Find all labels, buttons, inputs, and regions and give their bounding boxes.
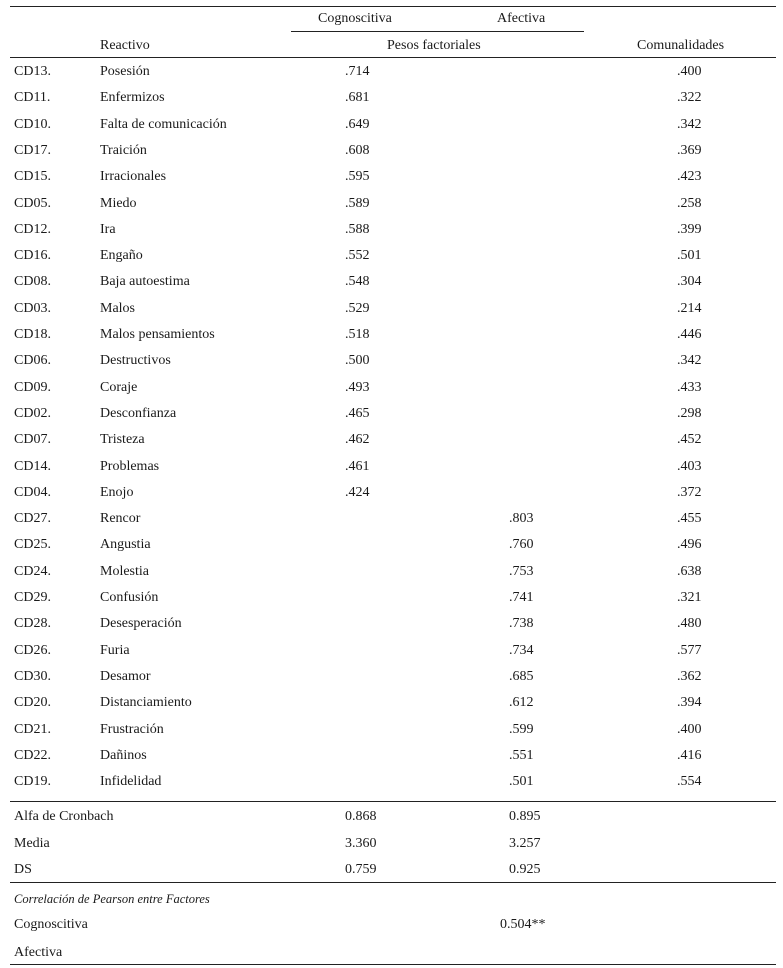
reactivo-label: Rencor — [100, 511, 141, 527]
comunalidad-value: .403 — [677, 458, 702, 474]
correlation-row-cognoscitiva: Cognoscitiva — [14, 917, 88, 932]
comunalidad-value: .433 — [677, 379, 702, 395]
reactivo-code: CD16. — [14, 248, 51, 264]
correlation-value: 0.504** — [500, 917, 546, 932]
loading-cognoscitiva: .649 — [345, 116, 370, 132]
comunalidad-value: .501 — [677, 248, 702, 264]
reactivo-code: CD03. — [14, 300, 51, 316]
reactivo-label: Falta de comunicación — [100, 116, 227, 132]
table-row — [0, 564, 783, 590]
header-comunalidades: Comunalidades — [637, 38, 725, 53]
comunalidad-value: .400 — [677, 64, 702, 79]
reactivo-label: Problemas — [100, 458, 160, 474]
loading-afectiva: .738 — [509, 616, 534, 632]
table-bottom-rule — [10, 964, 776, 965]
loading-afectiva: .501 — [509, 774, 534, 790]
table-row — [0, 722, 783, 748]
reactivo-label: Furia — [100, 642, 130, 658]
table-row — [0, 616, 783, 642]
reactivo-label: Baja autoestima — [100, 274, 190, 290]
header-reactivo: Reactivo — [100, 38, 150, 53]
body-bottom-rule — [10, 801, 776, 802]
table-row — [0, 537, 783, 563]
reactivo-code: CD08. — [14, 274, 51, 290]
loading-cognoscitiva: .714 — [345, 64, 370, 79]
comunalidad-value: .321 — [677, 590, 702, 605]
table-row — [0, 406, 783, 432]
stat-ds-afectiva: 0.925 — [509, 862, 541, 877]
loading-cognoscitiva: .424 — [345, 484, 370, 500]
reactivo-label: Destructivos — [100, 353, 171, 369]
comunalidad-value: .399 — [677, 221, 702, 237]
comunalidad-value: .342 — [677, 116, 702, 132]
table-row — [0, 774, 783, 800]
comunalidad-value: .304 — [677, 274, 702, 290]
loading-cognoscitiva: .608 — [345, 142, 370, 158]
table-row — [0, 222, 783, 248]
table-row — [0, 590, 783, 616]
comunalidad-value: .322 — [677, 90, 702, 106]
comunalidad-value: .480 — [677, 616, 702, 632]
table-row — [0, 143, 783, 169]
header-afectiva: Afectiva — [497, 11, 546, 26]
comunalidad-value: .496 — [677, 537, 702, 553]
stats-bottom-rule — [10, 882, 776, 883]
reactivo-label: Angustia — [100, 537, 151, 553]
comunalidad-value: .362 — [677, 668, 702, 684]
reactivo-label: Molestia — [100, 563, 149, 579]
comunalidad-value: .394 — [677, 695, 702, 711]
table-row — [0, 353, 783, 379]
reactivo-label: Infidelidad — [100, 774, 162, 790]
reactivo-label: Tristeza — [100, 432, 145, 448]
comunalidad-value: .416 — [677, 747, 702, 763]
loading-cognoscitiva: .552 — [345, 248, 370, 264]
table-row — [0, 248, 783, 274]
comunalidad-value: .298 — [677, 405, 702, 421]
reactivo-code: CD21. — [14, 721, 51, 737]
reactivo-label: Malos — [100, 300, 135, 316]
stat-label-media: Media — [14, 836, 50, 851]
loading-afectiva: .753 — [509, 563, 534, 579]
reactivo-code: CD05. — [14, 195, 51, 211]
loading-cognoscitiva: .529 — [345, 300, 370, 316]
comunalidad-value: .258 — [677, 195, 702, 211]
comunalidad-value: .452 — [677, 432, 702, 448]
comunalidad-value: .638 — [677, 563, 702, 579]
reactivo-code: CD11. — [14, 90, 51, 106]
reactivo-label: Irracionales — [100, 169, 167, 185]
reactivo-label: Miedo — [100, 195, 137, 211]
reactivo-code: CD25. — [14, 537, 51, 553]
table-row — [0, 380, 783, 406]
reactivo-code: CD22. — [14, 747, 51, 763]
table-row — [0, 432, 783, 458]
table-row — [0, 669, 783, 695]
reactivo-label: Desamor — [100, 668, 151, 684]
reactivo-code: CD29. — [14, 590, 51, 605]
table-row — [0, 748, 783, 774]
table-row — [0, 695, 783, 721]
table-row — [0, 117, 783, 143]
reactivo-label: Desconfianza — [100, 405, 177, 421]
reactivo-code: CD19. — [14, 774, 51, 790]
correlation-title: Correlación de Pearson entre Factores — [14, 892, 210, 906]
comunalidad-value: .369 — [677, 142, 702, 158]
table-row — [0, 196, 783, 222]
header-pesos-factoriales: Pesos factoriales — [387, 38, 481, 53]
loading-cognoscitiva: .462 — [345, 432, 370, 448]
reactivo-code: CD14. — [14, 458, 51, 474]
comunalidad-value: .577 — [677, 642, 702, 658]
reactivo-code: CD18. — [14, 327, 51, 342]
table-row — [0, 511, 783, 537]
comunalidad-value: .423 — [677, 169, 702, 185]
loading-afectiva: .612 — [509, 695, 534, 711]
stat-label-alfa: Alfa de Cronbach — [14, 809, 114, 824]
reactivo-label: Malos pensamientos — [100, 327, 215, 342]
header-cognoscitiva: Cognoscitiva — [318, 11, 392, 26]
loading-afectiva: .760 — [509, 537, 534, 553]
table-row — [0, 327, 783, 353]
loading-afectiva: .551 — [509, 747, 534, 763]
loading-afectiva: .741 — [509, 590, 534, 605]
reactivo-label: Posesión — [100, 64, 150, 79]
table-row — [0, 169, 783, 195]
reactivo-code: CD26. — [14, 642, 51, 658]
comunalidad-value: .214 — [677, 300, 702, 316]
loading-afectiva: .685 — [509, 668, 534, 684]
table-row — [0, 301, 783, 327]
header-group-rule — [291, 31, 584, 32]
loading-cognoscitiva: .518 — [345, 327, 370, 342]
reactivo-label: Desesperación — [100, 616, 182, 632]
correlation-row-afectiva: Afectiva — [14, 945, 63, 960]
reactivo-code: CD07. — [14, 432, 51, 448]
reactivo-code: CD06. — [14, 353, 51, 369]
loading-cognoscitiva: .548 — [345, 274, 370, 290]
loading-cognoscitiva: .493 — [345, 379, 370, 395]
reactivo-label: Confusión — [100, 590, 159, 605]
stat-media-cognoscitiva: 3.360 — [345, 836, 377, 851]
reactivo-code: CD10. — [14, 116, 51, 132]
loading-afectiva: .803 — [509, 511, 534, 527]
table-row — [0, 485, 783, 511]
stat-alfa-afectiva: 0.895 — [509, 809, 541, 824]
loading-afectiva: .734 — [509, 642, 534, 658]
reactivo-label: Enojo — [100, 484, 134, 500]
comunalidad-value: .455 — [677, 511, 702, 527]
reactivo-code: CD20. — [14, 695, 51, 711]
reactivo-label: Frustración — [100, 721, 164, 737]
comunalidad-value: .342 — [677, 353, 702, 369]
top-rule — [10, 6, 776, 7]
loading-cognoscitiva: .588 — [345, 221, 370, 237]
loading-cognoscitiva: .500 — [345, 353, 370, 369]
stat-ds-cognoscitiva: 0.759 — [345, 862, 377, 877]
loading-afectiva: .599 — [509, 721, 534, 737]
reactivo-code: CD13. — [14, 64, 51, 79]
reactivo-code: CD24. — [14, 563, 51, 579]
reactivo-code: CD04. — [14, 484, 51, 500]
table-row — [0, 274, 783, 300]
header-bottom-rule — [10, 57, 776, 58]
reactivo-label: Engaño — [100, 248, 143, 264]
comunalidad-value: .372 — [677, 484, 702, 500]
reactivo-label: Distanciamiento — [100, 695, 192, 711]
stat-media-afectiva: 3.257 — [509, 836, 541, 851]
table-row — [0, 90, 783, 116]
loading-cognoscitiva: .461 — [345, 458, 370, 474]
reactivo-code: CD09. — [14, 379, 51, 395]
reactivo-label: Dañinos — [100, 747, 147, 763]
reactivo-label: Ira — [100, 221, 116, 237]
stat-alfa-cognoscitiva: 0.868 — [345, 809, 377, 824]
reactivo-code: CD02. — [14, 405, 51, 421]
comunalidad-value: .446 — [677, 327, 702, 342]
reactivo-code: CD12. — [14, 221, 51, 237]
reactivo-label: Coraje — [100, 379, 138, 395]
reactivo-label: Traición — [100, 142, 147, 158]
loading-cognoscitiva: .465 — [345, 405, 370, 421]
reactivo-code: CD30. — [14, 668, 51, 684]
loading-cognoscitiva: .595 — [345, 169, 370, 185]
reactivo-code: CD27. — [14, 511, 51, 527]
comunalidad-value: .554 — [677, 774, 702, 790]
loading-cognoscitiva: .681 — [345, 90, 370, 106]
table-row — [0, 64, 783, 90]
reactivo-label: Enfermizos — [100, 90, 165, 106]
reactivo-code: CD17. — [14, 142, 51, 158]
comunalidad-value: .400 — [677, 721, 702, 737]
loading-cognoscitiva: .589 — [345, 195, 370, 211]
stat-label-ds: DS — [14, 862, 32, 877]
reactivo-code: CD15. — [14, 169, 51, 185]
table-row — [0, 643, 783, 669]
table-row — [0, 459, 783, 485]
reactivo-code: CD28. — [14, 616, 51, 632]
